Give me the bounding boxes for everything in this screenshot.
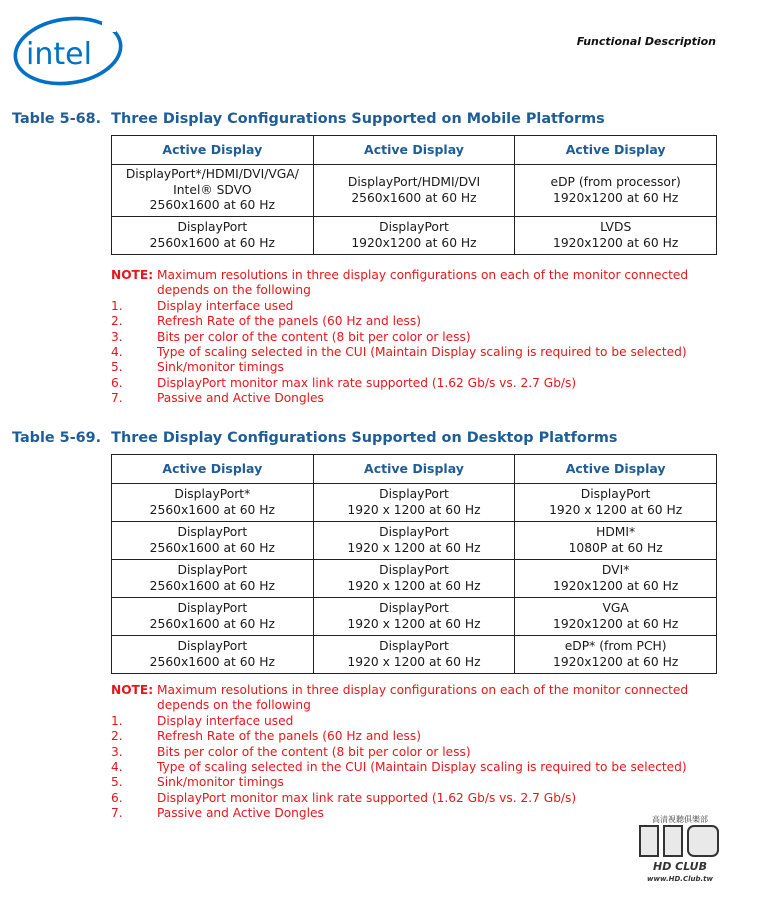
cell-text: 1920x1200 at 60 Hz	[553, 190, 679, 205]
cell-text: DisplayPort	[379, 563, 449, 577]
note-number: 4.	[111, 760, 123, 775]
cell-text: 1920x1200 at 60 Hz	[553, 578, 679, 593]
note-list-item	[111, 345, 731, 360]
cell-text: 1920x1200 at 60 Hz	[553, 616, 679, 631]
table-cell	[515, 522, 717, 560]
table-row	[112, 598, 717, 636]
desktop-notes	[111, 683, 731, 822]
table-cell	[313, 636, 515, 674]
cell-text: DisplayPort*	[174, 487, 251, 501]
note-number: 3.	[111, 744, 123, 759]
note-item-text: Display interface used	[157, 298, 294, 313]
table-cell	[515, 165, 717, 217]
cell-text: DisplayPort	[177, 639, 248, 653]
table-row	[112, 217, 717, 255]
note-list-item	[111, 775, 731, 790]
cell-text: eDP (from processor)	[550, 175, 681, 189]
note-text: depends on the following	[157, 698, 311, 713]
table-row	[112, 522, 717, 560]
table-cell	[112, 560, 314, 598]
cell-text: DisplayPort	[379, 601, 449, 615]
cell-text: 1920x1200 at 60 Hz	[351, 235, 477, 250]
note-item-text: Display interface used	[157, 713, 294, 728]
note-text: Maximum resolutions in three display configurations on each of the monitor connected	[157, 683, 689, 697]
note-item-text: Sink/monitor timings	[157, 775, 284, 790]
note-item-text: Passive and Active Dongles	[157, 806, 324, 821]
note-number: 7.	[111, 391, 123, 406]
mobile-config-table	[111, 135, 717, 255]
watermark-logo-text: HD CLUB	[653, 860, 707, 873]
table-cell	[515, 560, 717, 598]
table-cell	[515, 217, 717, 255]
note-number: 5.	[111, 360, 123, 375]
column-header: Active Display	[515, 136, 717, 165]
cell-text: DisplayPort	[177, 601, 248, 615]
table-caption-mobile	[12, 111, 605, 127]
cell-text: 1920x1200 at 60 Hz	[553, 235, 679, 250]
note-list-item	[111, 745, 731, 760]
table-caption-desktop	[12, 430, 618, 446]
note-number: 6.	[111, 375, 123, 390]
cell-text: DVI*	[601, 563, 630, 577]
note-item-text: Bits per color of the content (8 bit per color or less)	[157, 744, 471, 759]
cell-text: 2560x1600 at 60 Hz	[149, 540, 275, 555]
cell-text: DisplayPort/HDMI/DVI	[347, 175, 481, 189]
column-header: Active Display	[313, 455, 515, 484]
table-cell	[313, 522, 515, 560]
table-row	[112, 484, 717, 522]
table-cell	[313, 217, 515, 255]
note-list-item	[111, 729, 731, 744]
note-number: 7.	[111, 806, 123, 821]
cell-text: 1920x1200 at 60 Hz	[553, 654, 679, 669]
note-number: 1.	[111, 298, 123, 313]
cell-text: 1080P at 60 Hz	[568, 540, 663, 555]
cell-text: 2560x1600 at 60 Hz	[149, 502, 275, 517]
note-item-text: DisplayPort monitor max link rate supported (1.62 Gb/s vs. 2.7 Gb/s)	[157, 790, 577, 805]
cell-text: Intel® SDVO	[173, 182, 252, 197]
section-title: Functional Description	[576, 35, 716, 48]
note-number: 3.	[111, 329, 123, 344]
logo-text: intel	[26, 37, 92, 72]
cell-text: 1920 x 1200 at 60 Hz	[347, 540, 481, 555]
mobile-notes	[111, 268, 731, 407]
cell-text: 1920 x 1200 at 60 Hz	[347, 654, 481, 669]
cell-text: DisplayPort	[379, 220, 449, 234]
note-list-item	[111, 314, 731, 329]
table-cell	[112, 636, 314, 674]
table-cell	[515, 636, 717, 674]
column-header: Active Display	[313, 136, 515, 165]
table-row	[112, 560, 717, 598]
cell-text: 2560x1600 at 60 Hz	[149, 235, 275, 250]
cell-text: 1920 x 1200 at 60 Hz	[347, 578, 481, 593]
caption-title: Three Display Configurations Supported on Desktop Platforms	[111, 430, 618, 446]
note-number: 5.	[111, 775, 123, 790]
cell-text: 2560x1600 at 60 Hz	[149, 654, 275, 669]
caption-title: Three Display Configurations Supported on Mobile Platforms	[111, 111, 605, 127]
note-number: 6.	[111, 790, 123, 805]
cell-text: DisplayPort	[379, 487, 449, 501]
header-row	[112, 136, 717, 165]
caption-number: Table 5-68.	[12, 111, 102, 127]
note-item-text: Refresh Rate of the panels (60 Hz and less)	[157, 729, 421, 744]
intel-logo	[12, 14, 128, 88]
table-row	[112, 636, 717, 674]
note-item-text: Refresh Rate of the panels (60 Hz and less)	[157, 314, 421, 329]
cell-text: 1920 x 1200 at 60 Hz	[347, 502, 481, 517]
column-header: Active Display	[112, 136, 314, 165]
note-list-item	[111, 330, 731, 345]
cell-text: 2560x1600 at 60 Hz	[149, 578, 275, 593]
table-cell	[313, 484, 515, 522]
cell-text: 1920 x 1200 at 60 Hz	[549, 502, 683, 517]
watermark-url: www.HD.Club.tw	[647, 875, 713, 883]
cell-text: VGA	[602, 601, 629, 615]
note-number: 4.	[111, 345, 123, 360]
note-list-item	[111, 760, 731, 775]
note-list-item	[111, 376, 731, 391]
note-number: 2.	[111, 314, 123, 329]
cell-text: DisplayPort	[177, 563, 248, 577]
note-text: Maximum resolutions in three display configurations on each of the monitor connected	[157, 268, 689, 282]
cell-text: 2560x1600 at 60 Hz	[149, 198, 275, 213]
table-cell	[112, 522, 314, 560]
cell-text: DisplayPort	[177, 525, 248, 539]
note-item-text: DisplayPort monitor max link rate supported (1.62 Gb/s vs. 2.7 Gb/s)	[157, 375, 577, 390]
table-row	[112, 165, 717, 217]
table-cell	[112, 217, 314, 255]
cell-text: DisplayPort	[379, 525, 449, 539]
table-cell	[313, 598, 515, 636]
table-cell	[112, 484, 314, 522]
column-header: Active Display	[515, 455, 717, 484]
note-item-text: Passive and Active Dongles	[157, 391, 324, 406]
table-cell	[112, 165, 314, 217]
cell-text: LVDS	[600, 220, 632, 234]
note-label: NOTE:	[111, 683, 154, 697]
cell-text: 2560x1600 at 60 Hz	[351, 190, 477, 205]
watermark-top-text: 高清視聽俱樂部	[652, 815, 708, 824]
note-item-text: Type of scaling selected in the CUI (Maintain Display scaling is required to be selected)	[157, 345, 687, 360]
note-list-item	[111, 299, 731, 314]
desktop-config-table	[111, 454, 717, 674]
note-text: depends on the following	[157, 283, 311, 298]
cell-text: 1920 x 1200 at 60 Hz	[347, 616, 481, 631]
note-number: 2.	[111, 729, 123, 744]
note-item-text: Bits per color of the content (8 bit per color or less)	[157, 329, 471, 344]
note-list-item	[111, 791, 731, 806]
table-cell	[313, 560, 515, 598]
table-cell	[313, 165, 515, 217]
cell-text: DisplayPort	[379, 639, 449, 653]
note-list-item	[111, 714, 731, 729]
note-item-text: Sink/monitor timings	[157, 360, 284, 375]
cell-text: HDMI*	[596, 525, 636, 539]
hdclub-watermark	[632, 812, 728, 884]
note-list-item	[111, 391, 731, 406]
table-cell	[515, 598, 717, 636]
note-number: 1.	[111, 713, 123, 728]
note-list-item	[111, 360, 731, 375]
cell-text: DisplayPort*/HDMI/DVI/VGA/	[125, 167, 299, 182]
cell-text: DisplayPort	[177, 220, 248, 234]
note-item-text: Type of scaling selected in the CUI (Maintain Display scaling is required to be selected)	[157, 760, 687, 775]
column-header: Active Display	[112, 455, 314, 484]
caption-number: Table 5-69.	[12, 430, 102, 446]
cell-text: 2560x1600 at 60 Hz	[149, 616, 275, 631]
header-row	[112, 455, 717, 484]
cell-text: eDP* (from PCH)	[564, 639, 667, 653]
table-cell	[112, 598, 314, 636]
cell-text: DisplayPort	[580, 487, 651, 501]
table-cell	[515, 484, 717, 522]
note-label: NOTE:	[111, 268, 154, 282]
